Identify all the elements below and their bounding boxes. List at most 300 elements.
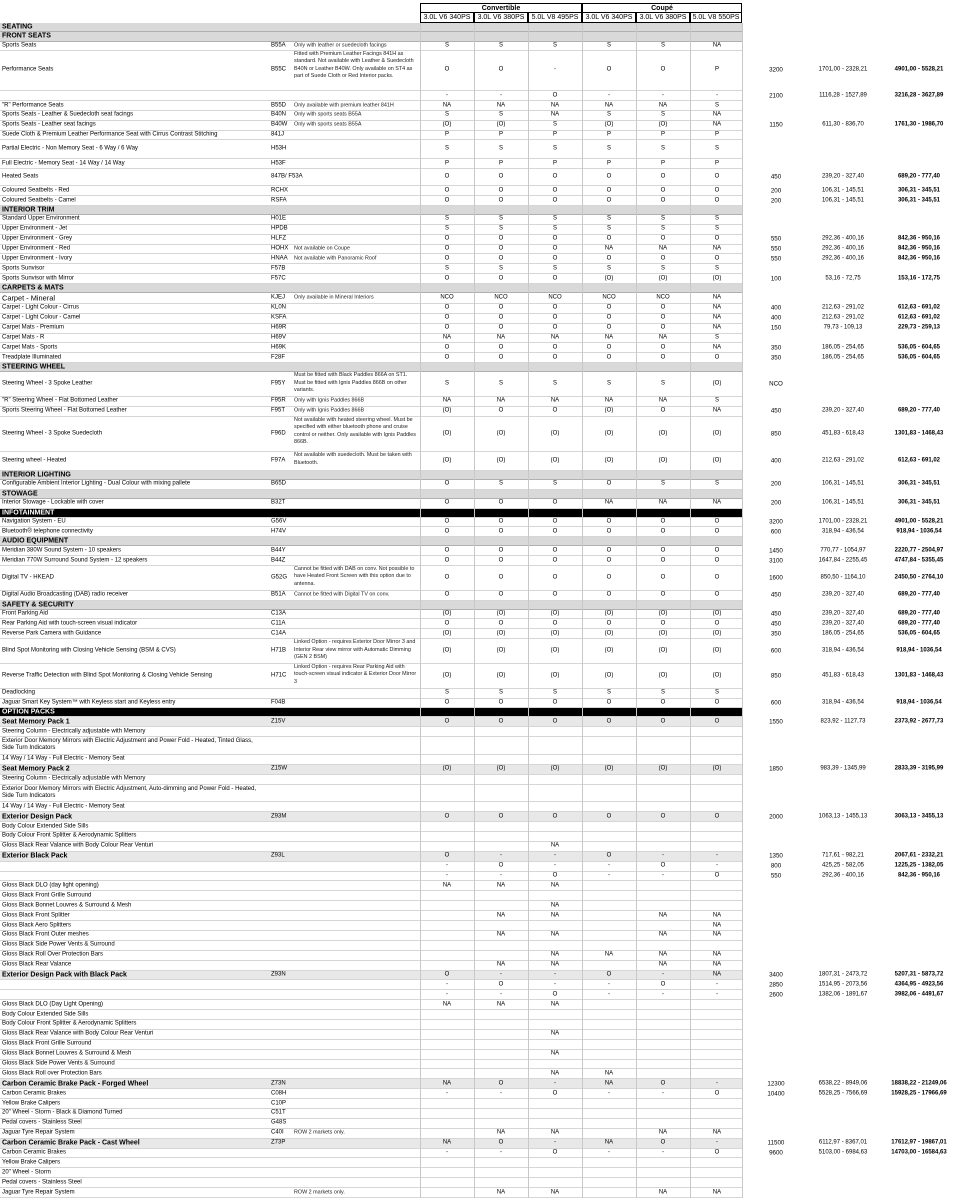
price-range: 1807,31 - 2473,72 [818, 971, 868, 978]
availability-cell: O [660, 187, 666, 194]
availability-cell: O [498, 255, 504, 262]
option-name: Seat Memory Pack 2 [2, 765, 70, 773]
option-note: Fitted with Premium Leather Facings 841H as standard. Not available with Leather & Suedecloth B40N or Leather B40W. Only available on ST4 as part of Suede Cloth or Red Interior packs. [294, 50, 414, 80]
availability-cell: (O) [496, 647, 506, 654]
availability-cell: NA [658, 245, 668, 252]
availability-cell: O [660, 304, 666, 311]
availability-cell: NA [550, 902, 560, 909]
availability-cell: NA [442, 1080, 452, 1087]
option-row [0, 882, 742, 892]
availability-cell: S [606, 42, 611, 49]
availability-cell: (O) [442, 457, 452, 464]
option-name: Upper Environment - Jet [2, 225, 68, 232]
option-name: Gloss Black Bonnet Louvres & Surround & Mesh [2, 1050, 132, 1057]
availability-cell: S [498, 215, 503, 222]
option-row [0, 1000, 742, 1010]
availability-cell: S [444, 145, 449, 152]
availability-cell: (O) [550, 647, 560, 654]
option-name: Gloss Black Side Power Vents & Surround [2, 941, 115, 948]
option-name: Heated Seats [2, 173, 39, 180]
availability-cell: O [660, 1080, 666, 1087]
availability-cell: (O) [604, 407, 614, 414]
option-price: 550 [770, 255, 782, 263]
option-row [0, 639, 942, 664]
availability-cell: O [714, 187, 720, 194]
price-range-total: 689,20 - 777,40 [897, 591, 941, 598]
price-range: 770,77 - 1054,97 [820, 547, 866, 554]
availability-cell: P [606, 131, 611, 138]
option-row [0, 416, 944, 453]
availability-cell: NA [496, 882, 506, 889]
section-header [0, 537, 742, 546]
availability-cell: - [446, 991, 448, 998]
availability-cell: O [552, 528, 558, 535]
availability-cell: S [714, 145, 719, 152]
option-name: STEERING WHEEL [2, 363, 66, 371]
option-code: B55D [271, 102, 287, 109]
availability-cell: O [498, 173, 504, 180]
option-name: Full Electric - Memory Seat - 14 Way / 14 Way [2, 160, 125, 167]
option-name: SAFETY & SECURITY [2, 601, 74, 609]
availability-cell: NA [550, 1030, 560, 1037]
option-name: Carpet Mats - Sports [2, 344, 58, 351]
availability-cell: O [606, 187, 612, 194]
availability-cell: NA [496, 1001, 506, 1008]
section-header [0, 601, 742, 610]
availability-cell: NA [712, 304, 722, 311]
availability-cell: O [498, 718, 504, 725]
availability-cell: NA [604, 1070, 614, 1077]
option-code: Z73P [271, 1139, 286, 1146]
option-code: G52G [271, 574, 288, 581]
availability-cell: - [446, 1090, 448, 1097]
option-name: Body Colour Front Splitter & Aerodynamic Splitters [2, 1020, 137, 1027]
option-name: Performance Seats [2, 66, 54, 73]
availability-cell: - [608, 981, 610, 988]
option-price: 200 [770, 499, 782, 507]
availability-cell: NA [550, 951, 560, 958]
availability-cell: (O) [550, 430, 560, 437]
option-price: 9600 [769, 1149, 783, 1157]
price-range-total: 689,20 - 777,40 [897, 620, 941, 627]
price-range: 212,63 - 291,02 [821, 457, 865, 464]
option-code: F57B [271, 265, 286, 272]
availability-cell: NA [658, 951, 668, 958]
engine-header: 3.0L V6 340PS [582, 12, 636, 23]
availability-cell: NA [712, 245, 722, 252]
availability-cell: NA [712, 922, 722, 928]
option-code: F57C [271, 275, 286, 282]
availability-cell: O [714, 528, 720, 535]
option-name: Sports Sunvisor [2, 265, 45, 272]
price-range-total: 14703,00 - 16584,63 [891, 1149, 947, 1156]
option-name: Steering Wheel - 3 Spoke Suedecloth [2, 430, 103, 437]
option-code: B40W [271, 121, 288, 128]
pack-row [0, 852, 944, 862]
option-name: Reverse Traffic Detection with Blind Spot Monitoring & Closing Vehicle Sensing [2, 672, 212, 679]
availability-cell: O [444, 547, 450, 554]
availability-cell: O [552, 354, 558, 361]
option-row [0, 619, 941, 629]
availability-cell: - [500, 92, 502, 99]
option-row [0, 121, 944, 131]
option-row [0, 1060, 742, 1070]
price-range-total: 1761,30 - 1986,70 [894, 121, 944, 128]
availability-cell: P [498, 160, 503, 167]
option-note: Only with sports seats B55A [294, 111, 362, 118]
availability-cell: (O) [496, 630, 506, 637]
option-code: H53H [271, 145, 287, 152]
availability-cell: O [660, 862, 666, 869]
price-range: 717,61 - 982,21 [821, 852, 865, 859]
availability-cell: O [606, 324, 612, 331]
option-row [0, 961, 742, 971]
option-row [0, 911, 742, 921]
availability-cell: S [660, 111, 665, 118]
option-note: Not available with Panoramic Roof [294, 255, 377, 262]
availability-cell: O [714, 173, 720, 180]
availability-cell: - [554, 852, 556, 859]
price-range: 6112,97 - 8367,01 [818, 1139, 868, 1146]
availability-cell: O [444, 344, 450, 351]
availability-cell: O [606, 173, 612, 180]
availability-cell: O [498, 528, 504, 535]
availability-cell: NCO [440, 294, 454, 301]
availability-cell: NA [658, 397, 668, 404]
availability-cell: NA [658, 931, 668, 938]
availability-cell: O [552, 620, 558, 627]
engine-header: 3.0L V6 380PS [636, 12, 690, 23]
option-row [0, 140, 742, 160]
availability-cell: (O) [550, 672, 560, 679]
option-name: Configurable Ambient Interior Lighting - Dual Colour with mixing pallete [2, 480, 191, 487]
engine-header: 3.0L V6 340PS [420, 12, 474, 23]
availability-cell: (O) [604, 275, 614, 282]
option-code: H53F [271, 160, 286, 167]
availability-cell: S [498, 225, 503, 232]
option-name: Body Colour Extended Side Sills [2, 1011, 89, 1018]
option-code: Z73N [271, 1080, 286, 1087]
availability-cell: O [498, 1080, 504, 1087]
price-range-total: 612,63 - 691,02 [897, 314, 941, 321]
option-price: 2600 [769, 991, 783, 999]
availability-cell: (O) [442, 121, 452, 128]
availability-cell: NCO [656, 294, 670, 301]
availability-cell: S [552, 121, 557, 128]
price-range-total: 689,20 - 777,40 [897, 407, 941, 414]
availability-cell: S [660, 480, 665, 487]
availability-cell: O [660, 528, 666, 535]
option-note: Linked Option - requires Exterior Door Mirror 3 and Interior Rear view mirror with Automatic Dimming (GEN 2 BSM) [294, 639, 416, 661]
availability-cell: - [716, 991, 718, 998]
option-code: RSFA [271, 197, 287, 204]
engine-header: 5.0L V8 495PS [528, 12, 582, 23]
availability-cell: NA [658, 912, 668, 919]
option-row [0, 169, 941, 186]
option-code: C10P [271, 1100, 287, 1107]
price-range-total: 689,20 - 777,40 [897, 173, 941, 180]
availability-cell: (O) [442, 610, 452, 617]
option-name: CARPETS & MATS [2, 284, 64, 292]
availability-cell: O [660, 173, 666, 180]
price-range-total: 2067,61 - 2332,21 [894, 852, 944, 859]
option-row [0, 343, 941, 353]
option-row [0, 921, 742, 931]
availability-cell: NA [658, 499, 668, 506]
option-code: 841J [271, 131, 285, 138]
availability-cell: O [444, 173, 450, 180]
availability-cell: O [444, 620, 450, 627]
option-note: Only available with premium leather 841H [294, 101, 394, 108]
option-name: Carpet Mats - Premium [2, 324, 65, 331]
option-row [0, 629, 941, 639]
option-row [0, 518, 944, 528]
option-name: Coloured Seatbelts - Red [2, 187, 70, 194]
availability-cell: (O) [712, 647, 722, 654]
option-row [0, 1109, 742, 1119]
price-range: 79,73 - 109,13 [823, 324, 863, 331]
availability-cell: O [552, 1149, 558, 1156]
column-divider [582, 23, 583, 1198]
availability-cell: O [714, 699, 720, 706]
availability-cell: NA [712, 407, 722, 414]
option-row [0, 274, 941, 284]
availability-cell: O [498, 324, 504, 331]
price-range: 5528,25 - 7566,69 [818, 1090, 868, 1097]
availability-cell: - [500, 991, 502, 998]
availability-cell: NA [658, 334, 668, 341]
price-range: 823,92 - 1127,73 [820, 718, 866, 725]
option-row [0, 372, 783, 397]
option-price: 350 [770, 354, 782, 362]
availability-cell: (O) [712, 765, 722, 772]
option-row [0, 941, 742, 951]
price-range: 425,25 - 582,05 [821, 862, 865, 869]
price-range-total: 3216,28 - 3627,89 [894, 92, 944, 99]
option-code: F96D [271, 430, 286, 437]
option-note: Cannot be fitted with DAB on conv. Not possible to have Heated Front Screen with this option due to antenna. [294, 565, 415, 587]
availability-cell: O [552, 699, 558, 706]
option-price: 400 [770, 314, 782, 322]
option-code: B32T [271, 499, 286, 506]
option-row [0, 832, 742, 842]
option-name: Gloss Black Aero Splitters [2, 922, 72, 928]
option-row [0, 353, 941, 363]
availability-cell: S [498, 265, 503, 272]
option-name: Pedal covers - Stainless Steel [2, 1179, 82, 1186]
availability-cell: S [660, 215, 665, 222]
availability-cell: O [660, 344, 666, 351]
option-name: Gloss Black Bonnet Louvres & Surround & Mesh [2, 902, 132, 909]
pack-row [0, 1079, 947, 1089]
availability-cell: O [552, 197, 558, 204]
availability-cell: O [714, 1149, 720, 1156]
section-header [0, 708, 742, 717]
availability-cell: O [660, 407, 666, 414]
option-price: 3100 [769, 557, 783, 565]
option-name: Carbon Ceramic Brakes [2, 1090, 67, 1097]
availability-cell: (O) [658, 610, 668, 617]
availability-cell: O [552, 574, 558, 581]
availability-cell: S [552, 215, 557, 222]
availability-cell: O [660, 557, 666, 564]
availability-cell: O [444, 852, 450, 859]
option-name: SEATING [2, 23, 33, 31]
availability-cell: O [552, 235, 558, 242]
availability-cell: S [552, 225, 557, 232]
option-name: Steering wheel - Heated [2, 457, 67, 464]
availability-cell: O [498, 547, 504, 554]
availability-cell: O [606, 197, 612, 204]
option-code: F28F [271, 354, 286, 361]
availability-cell: NA [550, 961, 560, 968]
price-range: 1701,00 - 2328,21 [818, 66, 868, 73]
availability-cell: O [444, 324, 450, 331]
option-price: 3200 [769, 518, 783, 526]
option-name: FRONT SEATS [2, 32, 51, 40]
availability-cell: S [444, 265, 449, 272]
option-price: 12300 [767, 1080, 785, 1088]
availability-cell: NA [550, 397, 560, 404]
availability-cell: O [498, 235, 504, 242]
option-code: G56V [271, 518, 287, 525]
availability-cell: - [716, 981, 718, 988]
option-code: C14A [271, 630, 287, 637]
section-header [0, 363, 742, 372]
availability-cell: NA [712, 344, 722, 351]
availability-cell: S [552, 265, 557, 272]
availability-cell: NCO [494, 294, 508, 301]
availability-cell: NA [550, 111, 560, 118]
availability-cell: O [498, 591, 504, 598]
availability-cell: O [552, 1090, 558, 1097]
price-range-total: 842,36 - 950,16 [897, 255, 941, 262]
option-row [0, 1178, 742, 1188]
price-range: 212,63 - 291,02 [821, 304, 865, 311]
availability-cell: O [552, 275, 558, 282]
availability-cell: (O) [604, 457, 614, 464]
option-name: 14 Way / 14 Way - Full Electric - Memory Seat [2, 803, 125, 810]
availability-cell: O [552, 499, 558, 506]
option-code: Z15V [271, 718, 286, 725]
availability-cell: O [606, 344, 612, 351]
pack-row [0, 971, 944, 981]
availability-cell: S [498, 42, 503, 49]
option-name: Carbon Ceramic Brake Pack - Forged Wheel [2, 1080, 149, 1088]
availability-cell: - [608, 1090, 610, 1097]
price-range-total: 1301,83 - 1468,43 [894, 672, 944, 679]
option-price: 200 [770, 480, 782, 488]
price-range-total: 2833,39 - 3195,99 [894, 765, 944, 772]
availability-cell: NA [550, 1001, 560, 1008]
availability-cell: O [660, 324, 666, 331]
price-range: 239,20 - 327,40 [821, 173, 865, 180]
availability-cell: NA [442, 1139, 452, 1146]
option-code: C51T [271, 1109, 286, 1116]
option-row [0, 101, 742, 111]
availability-cell: O [444, 813, 450, 820]
option-note: Linked Option - requires Rear Parking Aid with touch-screen visual indicator & Exterior Door Mirror 3 [294, 663, 417, 685]
availability-cell: - [554, 1139, 556, 1146]
option-name: Gloss Black Rear Valance with Body Colour Rear Venturi [2, 1030, 154, 1037]
availability-cell: S [498, 111, 503, 118]
price-range-total: 689,20 - 777,40 [897, 610, 941, 617]
availability-cell: NA [550, 1050, 560, 1057]
column-divider [636, 23, 637, 1198]
option-code: H71B [271, 647, 287, 654]
availability-cell: (O) [496, 610, 506, 617]
option-row [0, 314, 941, 324]
option-name: Standard Upper Environment [2, 215, 80, 222]
option-name: Exterior Door Memory Mirrors with Electric Adjustment, Auto-dimming and Power Fold - Heated, Side Turn Indicators [2, 785, 257, 799]
availability-cell: NA [712, 121, 722, 128]
option-row [0, 591, 941, 601]
option-name: Digital TV - HKEAD [2, 574, 54, 581]
availability-cell: O [660, 699, 666, 706]
option-name: Gloss Black Front Grille Surround [2, 892, 92, 899]
availability-cell: - [716, 1080, 718, 1087]
option-row [0, 1069, 742, 1079]
column-divider [420, 23, 421, 1198]
option-name: Sports Seats - Leather & Suedecloth seat facings [2, 111, 134, 118]
availability-cell: O [606, 718, 612, 725]
option-row [0, 1119, 742, 1129]
availability-cell: - [608, 872, 610, 879]
option-name: Exterior Design Pack with Black Pack [2, 971, 127, 979]
option-code: B44Y [271, 547, 286, 554]
availability-cell: S [714, 265, 719, 272]
option-name: Steering Column - Electrically adjustable with Memory [2, 775, 146, 782]
option-price: 450 [770, 591, 782, 599]
option-price: 450 [770, 610, 782, 618]
availability-cell: O [552, 991, 558, 998]
availability-cell: O [660, 620, 666, 627]
availability-cell: O [660, 314, 666, 321]
availability-cell: NA [442, 397, 452, 404]
option-note: Only with leather or suedecloth facings [294, 41, 387, 48]
availability-cell: O [606, 255, 612, 262]
availability-cell: P [660, 131, 665, 138]
availability-cell: (O) [658, 275, 668, 282]
availability-cell: S [660, 145, 665, 152]
availability-cell: O [552, 872, 558, 879]
option-name: Carpet - Light Colour - Cirrus [2, 304, 80, 311]
price-range-total: 842,36 - 950,16 [897, 235, 941, 242]
availability-cell: O [552, 314, 558, 321]
availability-cell: O [498, 275, 504, 282]
availability-cell: O [498, 407, 504, 414]
option-price: 1600 [769, 574, 783, 582]
availability-cell: NA [550, 102, 560, 109]
availability-cell: O [552, 344, 558, 351]
price-range: 318,94 - 436,54 [821, 528, 865, 535]
option-row [0, 990, 944, 1000]
option-name: Partial Electric - Non Memory Seat - 6 Way / 6 Way [2, 145, 138, 152]
option-name: Gloss Black Front Outer meshes [2, 931, 89, 938]
option-name: Bluetooth® telephone connectivity [2, 528, 93, 535]
availability-cell: (O) [442, 430, 452, 437]
availability-cell: - [662, 971, 664, 978]
availability-cell: NA [442, 334, 452, 341]
availability-cell: NA [712, 912, 722, 919]
availability-cell: S [660, 225, 665, 232]
option-code: HLFZ [271, 235, 286, 242]
option-price: 200 [770, 197, 782, 205]
availability-cell: NA [550, 1070, 560, 1077]
price-range-total: 2373,92 - 2677,73 [894, 718, 944, 725]
availability-cell: S [606, 145, 611, 152]
option-row [0, 1158, 742, 1168]
